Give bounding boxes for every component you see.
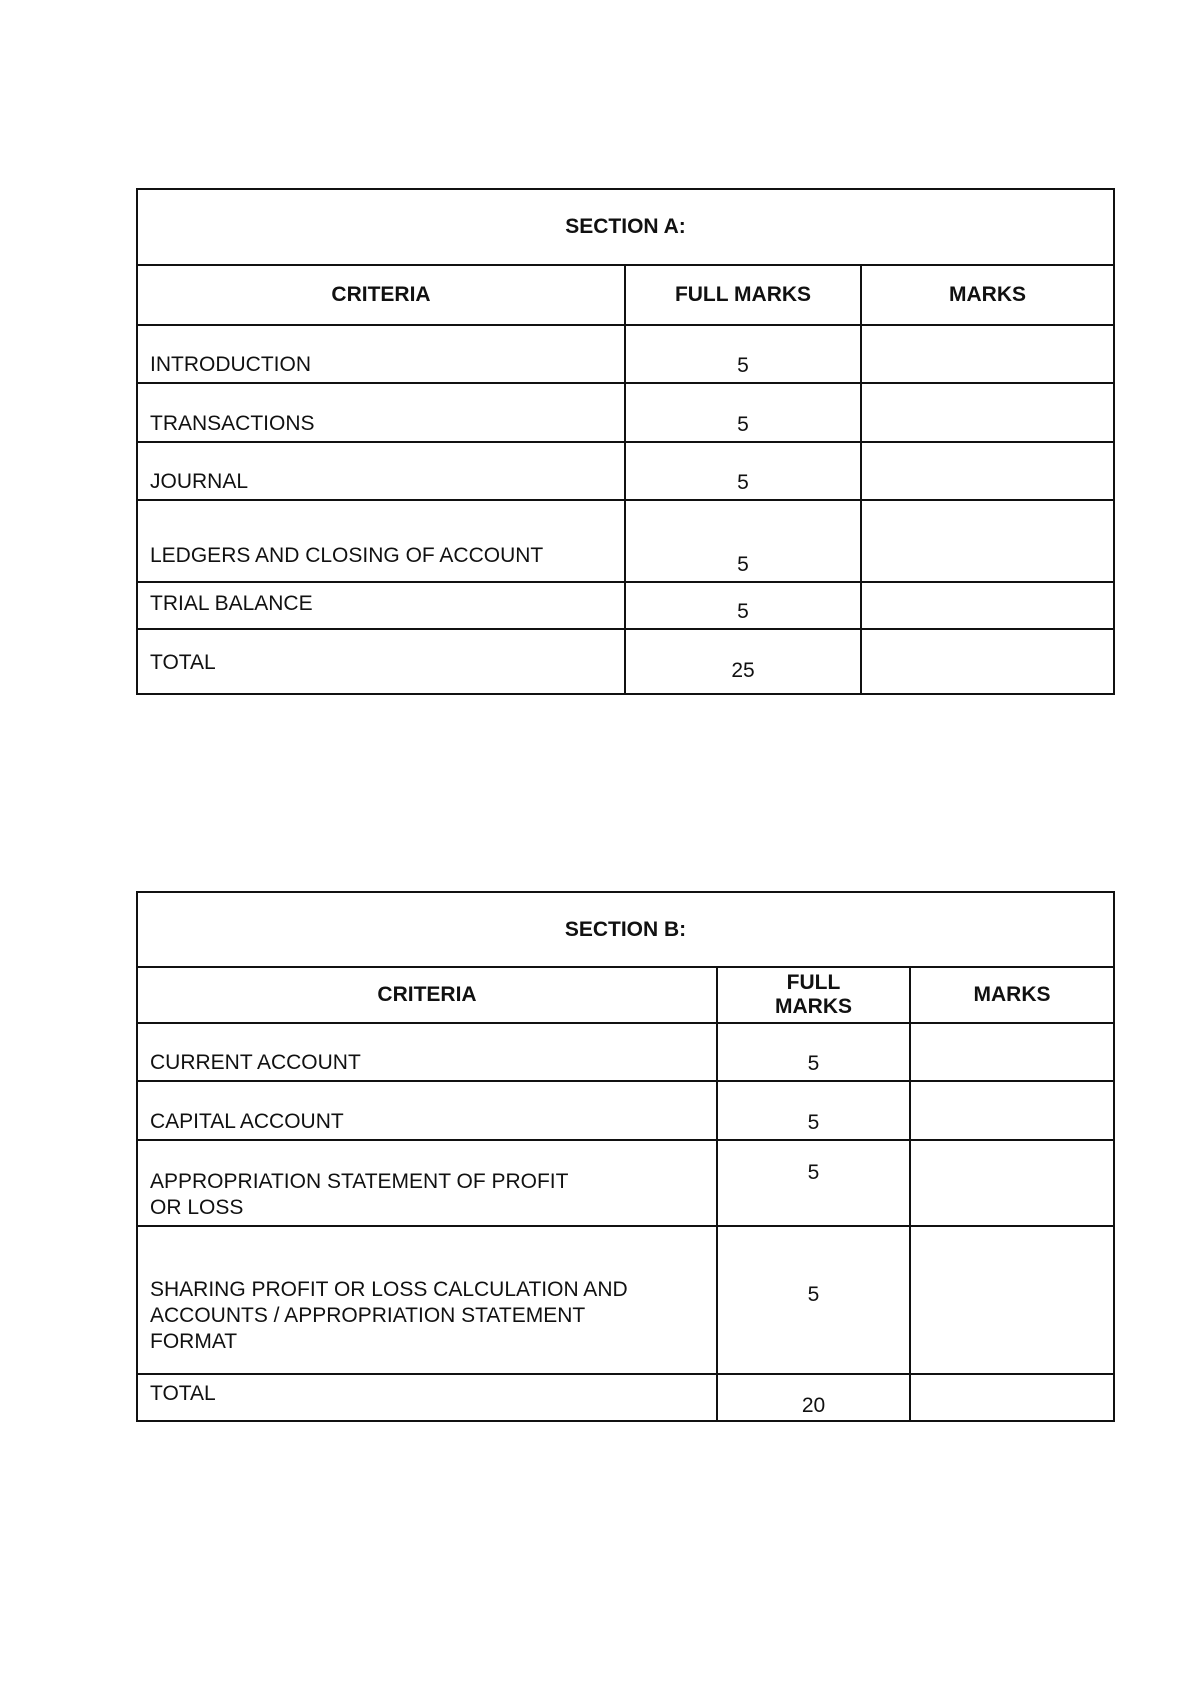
marks-entry-cell[interactable]	[861, 442, 1114, 500]
marks-entry-cell[interactable]	[910, 1226, 1114, 1374]
marks-entry-cell[interactable]	[910, 1081, 1114, 1140]
criteria-cell: CURRENT ACCOUNT	[137, 1023, 717, 1081]
criteria-cell: SHARING PROFIT OR LOSS CALCULATION AND ACCOUNTS / APPROPRIATION STATEMENT FORMAT	[150, 1278, 628, 1353]
section-a-header-row	[137, 265, 1114, 325]
criteria-cell: APPROPRIATION STATEMENT OF PROFIT OR LOSS	[150, 1170, 569, 1219]
total-row	[137, 629, 1114, 694]
section-b-table	[136, 891, 1115, 1422]
table-row	[137, 1226, 1114, 1374]
total-marks-entry[interactable]	[910, 1374, 1114, 1421]
table-row	[137, 442, 1114, 500]
section-b-title-row	[137, 892, 1114, 967]
marks-entry-cell[interactable]	[861, 500, 1114, 582]
full-marks-cell: 5	[717, 1226, 910, 1374]
marks-entry-cell[interactable]	[910, 1023, 1114, 1081]
section-b-header-row	[137, 967, 1114, 1023]
criteria-cell: INTRODUCTION	[137, 325, 625, 383]
marks-header: MARKS	[910, 967, 1114, 1023]
criteria-header: CRITERIA	[137, 265, 625, 325]
total-full-marks: 20	[717, 1374, 910, 1421]
full-marks-cell: 5	[625, 582, 861, 629]
criteria-cell: CAPITAL ACCOUNT	[137, 1081, 717, 1140]
total-row	[137, 1374, 1114, 1421]
marks-header: MARKS	[861, 265, 1114, 325]
full-marks-header: FULL MARKS	[625, 265, 861, 325]
full-marks-header: FULL MARKS	[717, 967, 910, 1023]
section-a-table	[136, 188, 1115, 695]
table-row	[137, 1081, 1114, 1140]
total-label: TOTAL	[137, 629, 625, 694]
section-a-title: SECTION A:	[137, 189, 1114, 265]
criteria-header: CRITERIA	[137, 967, 717, 1023]
criteria-cell: JOURNAL	[137, 442, 625, 500]
table-row	[137, 500, 1114, 582]
total-full-marks: 25	[625, 629, 861, 694]
full-marks-cell: 5	[625, 383, 861, 442]
table-row	[137, 1023, 1114, 1081]
full-marks-cell: 5	[625, 442, 861, 500]
full-marks-cell: 5	[717, 1023, 910, 1081]
marks-entry-cell[interactable]	[861, 325, 1114, 383]
marks-entry-cell[interactable]	[861, 582, 1114, 629]
criteria-cell: TRIAL BALANCE	[137, 582, 625, 629]
full-marks-cell: 5	[717, 1081, 910, 1140]
full-marks-cell: 5	[625, 500, 861, 582]
full-marks-cell: 5	[625, 325, 861, 383]
table-row	[137, 582, 1114, 629]
table-row	[137, 1140, 1114, 1226]
full-marks-cell: 5	[717, 1140, 910, 1226]
total-label: TOTAL	[137, 1374, 717, 1421]
criteria-cell: LEDGERS AND CLOSING OF ACCOUNT	[137, 500, 625, 582]
section-a-title-row	[137, 189, 1114, 265]
marks-entry-cell[interactable]	[861, 383, 1114, 442]
criteria-cell: TRANSACTIONS	[137, 383, 625, 442]
table-row	[137, 383, 1114, 442]
table-row	[137, 325, 1114, 383]
total-marks-entry[interactable]	[861, 629, 1114, 694]
section-b-title: SECTION B:	[137, 892, 1114, 967]
marks-entry-cell[interactable]	[910, 1140, 1114, 1226]
